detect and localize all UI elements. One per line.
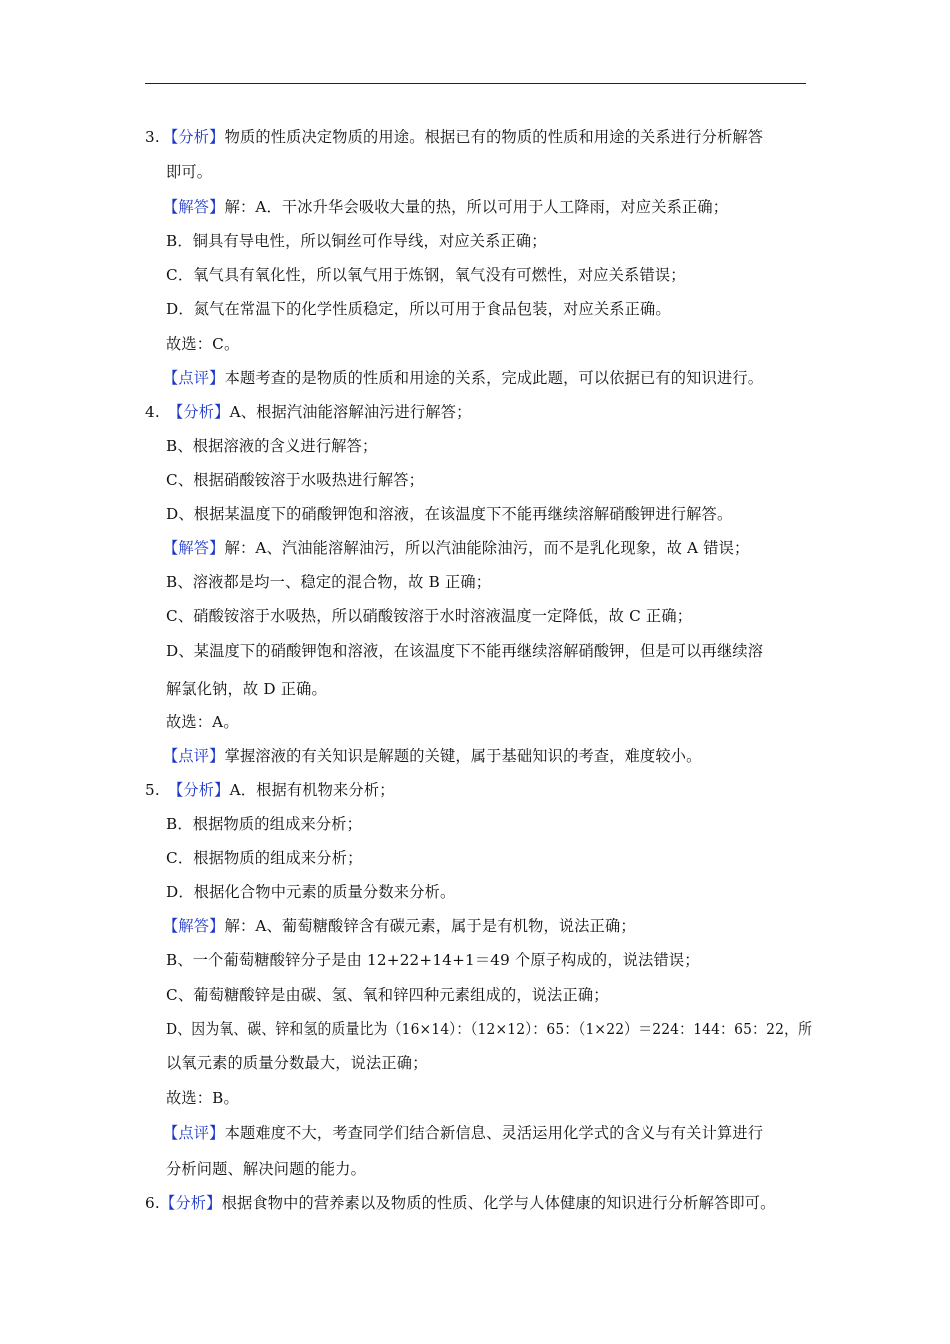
text-line xyxy=(163,197,728,217)
line-text: B．根据物质的组成来分析； xyxy=(166,815,363,833)
line-text: 物质的性质决定物质的用途。根据已有的物质的性质和用途的关系进行分析解答 xyxy=(224,128,764,146)
line-text: D、因为氧、碳、锌和氢的质量比为（16×14）：（12×12）：65：（1×22）＝224：144：65：22，所 xyxy=(166,1020,813,1038)
line-text: 解：A．干冰升华会吸收大量的热，所以可用于人工降雨，对应关系正确； xyxy=(224,198,729,216)
text-line xyxy=(166,712,239,732)
text-line xyxy=(166,606,692,626)
text-line xyxy=(166,814,362,834)
text-line xyxy=(166,334,239,354)
text-line xyxy=(166,470,424,490)
question-number: 5. xyxy=(145,781,160,799)
line-text: A．根据有机物来分析； xyxy=(229,781,395,799)
text-line xyxy=(163,916,636,936)
line-text: 本题考查的是物质的性质和用途的关系，完成此题，可以依据已有的知识进行。 xyxy=(224,369,764,387)
text-line xyxy=(166,679,327,699)
text-line xyxy=(166,950,700,970)
line-text: 分析问题、解决问题的能力。 xyxy=(166,1160,367,1178)
text-line xyxy=(166,1019,812,1039)
text-line xyxy=(163,368,763,388)
line-text: 即可。 xyxy=(166,163,213,181)
line-text: D、某温度下的硝酸钾饱和溶液，在该温度下不能再继续溶解硝酸钾，但是可以再继续溶 xyxy=(166,642,764,660)
text-line xyxy=(168,780,395,800)
line-text: 以氧元素的质量分数最大，说法正确； xyxy=(166,1054,428,1072)
line-text: C．氧气具有氧化性，所以氧气用于炼钢，氧气没有可燃性，对应关系错误； xyxy=(166,266,686,284)
section-tag: 【分析】 xyxy=(160,1194,222,1212)
line-text: B、溶液都是均一、稳定的混合物，故 B 正确； xyxy=(166,573,492,591)
text-line xyxy=(166,231,547,251)
text-line xyxy=(163,1123,763,1143)
question-number: 6. xyxy=(145,1194,160,1212)
line-text: D、根据某温度下的硝酸钾饱和溶液，在该温度下不能再继续溶解硝酸钾进行解答。 xyxy=(166,505,733,523)
line-text: C、硝酸铵溶于水吸热，所以硝酸铵溶于水时溶液温度一定降低，故 C 正确； xyxy=(166,607,693,625)
line-text: 解氯化钠，故 D 正确。 xyxy=(166,680,327,698)
text-line xyxy=(168,402,472,422)
line-text: C、根据硝酸铵溶于水吸热进行解答； xyxy=(166,471,425,489)
text-line xyxy=(166,504,732,524)
text-line xyxy=(166,572,491,592)
line-text: 掌握溶液的有关知识是解题的关键，属于基础知识的考查，难度较小。 xyxy=(224,747,702,765)
section-tag: 【点评】 xyxy=(163,1124,225,1142)
section-tag: 【分析】 xyxy=(168,403,230,421)
line-text: B、根据溶液的含义进行解答； xyxy=(166,437,378,455)
line-text: 故选：C。 xyxy=(166,335,240,353)
text-line xyxy=(166,1159,366,1179)
line-text: 解：A、葡萄糖酸锌含有碳元素，属于是有机物，说法正确； xyxy=(224,917,636,935)
text-line xyxy=(166,985,609,1005)
text-line xyxy=(166,265,686,285)
section-tag: 【解答】 xyxy=(163,198,225,216)
text-line xyxy=(166,162,212,182)
text-line xyxy=(163,746,702,766)
section-tag: 【分析】 xyxy=(168,781,230,799)
line-text: D．氮气在常温下的化学性质稳定，所以可用于食品包装，对应关系正确。 xyxy=(166,300,671,318)
section-tag: 【分析】 xyxy=(163,128,225,146)
text-line xyxy=(163,538,749,558)
section-tag: 【解答】 xyxy=(163,917,225,935)
text-line xyxy=(163,127,763,147)
line-text: D．根据化合物中元素的质量分数来分析。 xyxy=(166,883,456,901)
section-tag: 【解答】 xyxy=(163,539,225,557)
text-line xyxy=(166,1088,239,1108)
text-line xyxy=(166,848,362,868)
line-text: 故选：B。 xyxy=(166,1089,239,1107)
text-line xyxy=(166,1053,428,1073)
text-line xyxy=(166,299,671,319)
line-text: B．铜具有导电性，所以铜丝可作导线，对应关系正确； xyxy=(166,232,547,250)
line-text: 根据食物中的营养素以及物质的性质、化学与人体健康的知识进行分析解答即可。 xyxy=(221,1194,776,1212)
section-tag: 【点评】 xyxy=(163,369,225,387)
text-line xyxy=(166,641,763,661)
line-text: 本题难度不大，考查同学们结合新信息、灵活运用化学式的含义与有关计算进行 xyxy=(224,1124,764,1142)
line-text: C．根据物质的组成来分析； xyxy=(166,849,363,867)
line-text: 解：A、汽油能溶解油污，所以汽油能除油污，而不是乳化现象，故 A 错误； xyxy=(224,539,750,557)
text-line xyxy=(160,1193,776,1213)
text-line xyxy=(166,436,377,456)
line-text: C、葡萄糖酸锌是由碳、氢、氧和锌四种元素组成的，说法正确； xyxy=(166,986,609,1004)
line-text: A、根据汽油能溶解油污进行解答； xyxy=(229,403,472,421)
section-tag: 【点评】 xyxy=(163,747,225,765)
line-text: B、一个葡萄糖酸锌分子是由 12+22+14+1＝49 个原子构成的，说法错误； xyxy=(166,951,700,969)
question-number: 3. xyxy=(145,128,160,146)
line-text: 故选：A。 xyxy=(166,713,239,731)
text-line xyxy=(166,882,455,902)
header-rule xyxy=(145,83,806,84)
question-number: 4. xyxy=(145,403,160,421)
